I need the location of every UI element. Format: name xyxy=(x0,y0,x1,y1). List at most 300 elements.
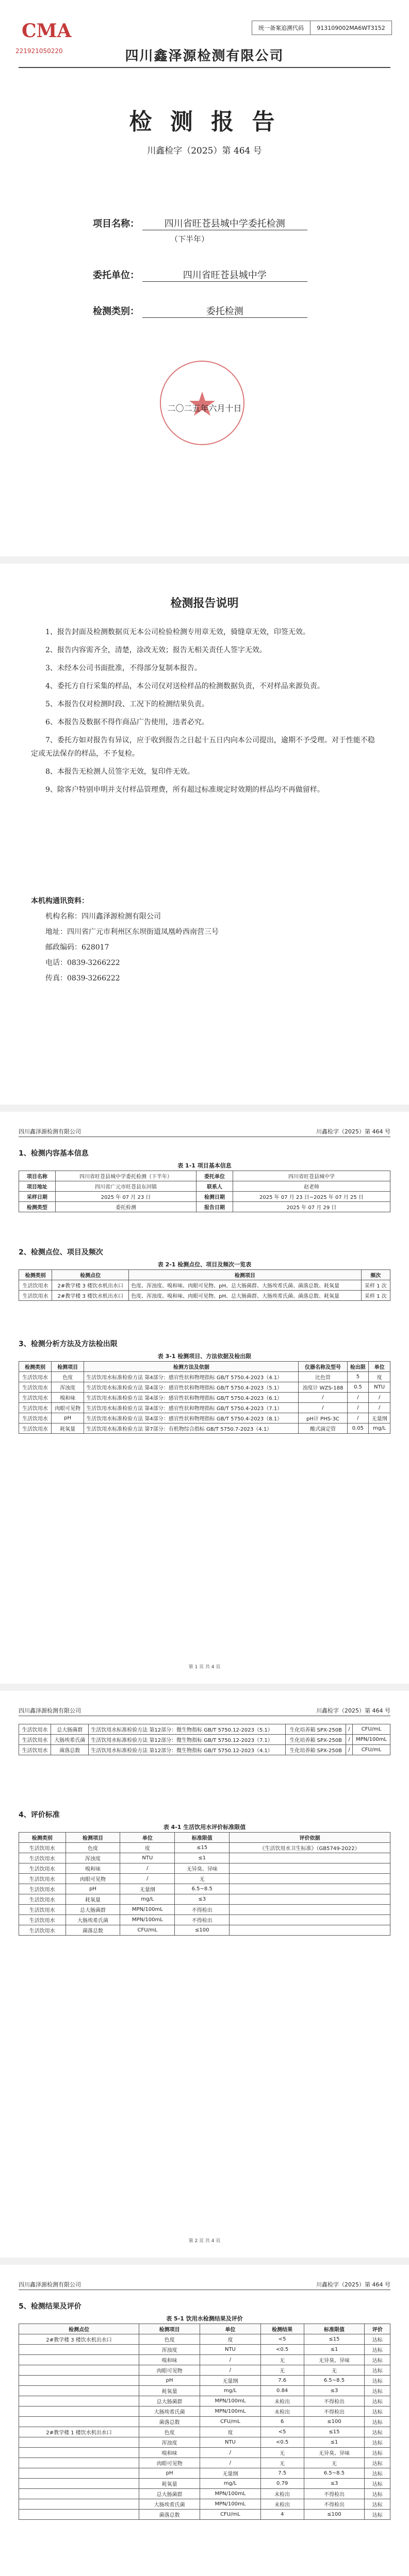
table-row xyxy=(19,1192,390,1202)
contact-value: 四川省广元市利州区东坝街道凤凰岭西南营三号 xyxy=(67,928,219,936)
table-cell: 度 xyxy=(200,2334,261,2345)
table-cell xyxy=(19,2489,139,2499)
table-header-cell: 单位 xyxy=(200,2324,261,2334)
table-cell: 达标 xyxy=(365,2468,390,2479)
table-cell: 生活饮用水 xyxy=(19,1843,66,1853)
table-row xyxy=(19,2437,390,2448)
table-cell: 浊度计 WZS-188 xyxy=(299,1382,347,1393)
table-cell: 生活饮用水标准检验方法 第12部分：微生物指标 GB/T 5750.12-2023（7.1） xyxy=(89,1735,286,1745)
table-cell: / xyxy=(346,1745,353,1755)
table-cell: 无异臭、异味 xyxy=(304,2355,365,2365)
table-cell: pH xyxy=(139,2376,200,2386)
page-footer: 第 2 页 共 4 页 xyxy=(188,2239,221,2244)
table-caption: 表 3-1 检测项目、方法依据及检出限 xyxy=(157,1353,252,1360)
table-cell: 无 xyxy=(304,2365,365,2376)
table-cell: 达标 xyxy=(365,2489,390,2499)
table-cell: 无量纲 xyxy=(200,2468,261,2479)
table-cell: 生活饮用水 xyxy=(19,1745,51,1755)
table-header-cell: 检测项目 xyxy=(129,1270,361,1280)
table-cell: 委托检测 xyxy=(55,1202,196,1212)
table-cell: 菌落总数 xyxy=(66,1925,120,1936)
table-cell: 生活饮用水 xyxy=(19,1291,52,1301)
table-cell: 《生活饮用水卫生标准》（GB5749-2022） xyxy=(230,1843,390,1853)
page-header-left: 四川鑫泽源检测有限公司 xyxy=(19,2281,81,2288)
notes-title: 检测报告说明 xyxy=(170,597,239,610)
table-cell xyxy=(19,2345,139,2355)
table-cell: 达标 xyxy=(365,2334,390,2345)
table-cell: 无 xyxy=(175,1874,230,1884)
table-cell: 不得检出 xyxy=(175,1915,230,1925)
table-cell: CFU/mL xyxy=(120,1925,175,1936)
table-cell: 未检出 xyxy=(260,2406,304,2417)
table-cell: 达标 xyxy=(365,2406,390,2417)
results-table xyxy=(19,2324,390,2520)
table-cell: / xyxy=(200,2458,261,2468)
table-cell: 色度 xyxy=(66,1843,120,1853)
table-cell: 四川省旺苍县城中学 xyxy=(233,1171,390,1181)
table-cell: 生活饮用水标准检验方法 第4部分：感官性状和物理指标 GB/T 5750.4-2023（8.1） xyxy=(84,1413,299,1423)
table-row xyxy=(19,2345,390,2355)
table-row xyxy=(19,1403,390,1413)
table-header-cell: 标准限值 xyxy=(304,2324,365,2334)
table-cell: 达标 xyxy=(365,2437,390,2448)
table-cell: 无异臭、异味 xyxy=(175,1863,230,1874)
table-row xyxy=(19,2468,390,2479)
table-cell: / xyxy=(200,2448,261,2458)
field-label: 委托单位： xyxy=(93,270,139,281)
table-cell: 生活饮用水 xyxy=(19,1423,52,1434)
table-cell: NTU xyxy=(200,2437,261,2448)
contact-row xyxy=(45,940,378,955)
table-cell xyxy=(230,1915,390,1925)
table-row xyxy=(19,1413,390,1423)
contact-row xyxy=(45,909,378,924)
report-number: 川鑫检字（2025）第 464 号 xyxy=(147,146,262,156)
table-row xyxy=(19,1372,390,1382)
table-cell: 未检出 xyxy=(260,2499,304,2510)
project-info-table xyxy=(19,1171,390,1212)
table-cell: 无 xyxy=(260,2458,304,2468)
table-row xyxy=(19,1291,390,1301)
field-label: 检测类别： xyxy=(93,306,139,317)
note-item: 3、未经本公司书面批准，不得部分复制本报告。 xyxy=(45,664,202,672)
table-cell: 2025 年 07 月 23 日~2025 年 07 月 25 日 xyxy=(233,1192,390,1202)
table-cell: 生活饮用水 xyxy=(19,1280,52,1291)
table-cell: 耗氧量 xyxy=(139,2479,200,2489)
page-header-left: 四川鑫泽源检测有限公司 xyxy=(19,1128,81,1135)
table-cell: 检测类型 xyxy=(19,1202,56,1212)
table-cell: ≤3 xyxy=(304,2386,365,2396)
table-cell: 色度、浑浊度、嗅和味、肉眼可见物、pH、总大肠菌群、大肠埃希氏菌、菌落总数、耗氧量 xyxy=(129,1280,361,1291)
table-cell: 肉眼可见物 xyxy=(66,1874,120,1884)
table-cell: 菌落总数 xyxy=(139,2417,200,2427)
table-cell: 生活饮用水标准检验方法 第12部分：微生物指标 GB/T 5750.12-2023（5.1） xyxy=(89,1724,286,1735)
table-cell xyxy=(19,2406,139,2417)
cover-page xyxy=(0,0,409,556)
table-cell: 检测日期 xyxy=(197,1192,233,1202)
table-header-cell: 检测项目 xyxy=(52,1362,84,1372)
table-cell: 无 xyxy=(260,2448,304,2458)
section-heading: 5、检测结果及评价 xyxy=(19,2302,81,2311)
page-gap xyxy=(0,1105,409,1112)
notes-list xyxy=(31,625,378,801)
note-item: 6、本报告及数据不得作商品广告使用，违者必究。 xyxy=(45,718,209,726)
standards-table xyxy=(19,1832,390,1936)
table-row xyxy=(19,2510,390,2520)
table-cell: 委托单位 xyxy=(197,1171,233,1181)
table-header-cell: 检测方法及依据 xyxy=(84,1362,299,1372)
table-cell: CFU/mL xyxy=(200,2510,261,2520)
table-cell: 色度 xyxy=(139,2334,200,2345)
table-cell xyxy=(19,2417,139,2427)
page-header-right: 川鑫检字（2025）第 464 号 xyxy=(316,2281,390,2288)
table-cell: 采样 1 次 xyxy=(361,1280,390,1291)
trace-code-value: 913109002MA6WT3152 xyxy=(317,24,385,31)
table-caption: 表 5-1 饮用水检测结果及评价 xyxy=(166,2315,243,2322)
table-caption: 表 2-1 检测点位、项目及频次一览表 xyxy=(157,1261,252,1268)
table-cell: 生活饮用水 xyxy=(19,1905,66,1915)
table-cell: 大肠埃希氏菌 xyxy=(51,1735,89,1745)
note-item: 4、委托方自行采集的样品，本公司仅对送检样品的检测数据负责，不对样品来源负责。 xyxy=(45,682,324,690)
issue-date: 二〇二五年六月十日 xyxy=(167,403,242,413)
table-row xyxy=(19,2427,390,2437)
contact-block xyxy=(31,893,378,986)
page-header-right: 川鑫检字（2025）第 464 号 xyxy=(316,1128,390,1135)
table-cell: 达标 xyxy=(365,2479,390,2489)
table-cell xyxy=(230,1874,390,1884)
table-row xyxy=(19,1171,390,1181)
table-cell: 6.5~8.5 xyxy=(304,2376,365,2386)
table-cell: 总大肠菌群 xyxy=(139,2396,200,2406)
table-cell: 达标 xyxy=(365,2448,390,2458)
table-cell: 度 xyxy=(369,1372,390,1382)
table-row xyxy=(19,2499,390,2510)
table-row xyxy=(19,2448,390,2458)
table-cell: 7.6 xyxy=(260,2376,304,2386)
table-cell: 不得检出 xyxy=(304,2396,365,2406)
table-row xyxy=(19,2355,390,2365)
table-cell: 四川省旺苍县城中学委托检测（下半年） xyxy=(55,1171,196,1181)
field-label: 项目名称： xyxy=(93,218,139,229)
table-cell: 生活饮用水标准检验方法 第4部分：感官性状和物理指标 GB/T 5750.4-2023（4.1） xyxy=(84,1372,299,1382)
table-row xyxy=(19,1915,390,1925)
table-cell: 生活饮用水 xyxy=(19,1884,66,1894)
table-cell: 未检出 xyxy=(260,2489,304,2499)
cover-field-client xyxy=(93,268,330,282)
table-cell: 生化培养箱 SPX-250B xyxy=(286,1745,346,1755)
table-row xyxy=(19,1202,390,1212)
contact-label: 电话： xyxy=(45,959,67,967)
section-heading: 2、检测点位、项目及频次 xyxy=(19,1248,103,1257)
table-cell: 无量纲 xyxy=(120,1884,175,1894)
table-row xyxy=(19,1894,390,1905)
cma-logo xyxy=(21,16,72,46)
table-cell: 联系人 xyxy=(197,1181,233,1192)
table-cell: 肉眼可见物 xyxy=(139,2365,200,2376)
table-header-cell: 检测类别 xyxy=(19,1833,66,1843)
table-cell: ≤100 xyxy=(304,2510,365,2520)
table-row xyxy=(19,1863,390,1874)
note-item: 9、除客户特别申明并支付样品管理费，所有超过标准规定时效期的样品均不再做留样。 xyxy=(45,786,324,794)
table-cell: ≤100 xyxy=(175,1925,230,1936)
table-cell: 生活饮用水 xyxy=(19,1724,51,1735)
contact-row xyxy=(45,971,378,986)
table-cell: 酸式滴定管 xyxy=(299,1423,347,1434)
table-cell: 总大肠菌群 xyxy=(139,2489,200,2499)
table-cell: 2#教学楼 3 楼饮水机出水口 xyxy=(52,1291,129,1301)
table-cell: 嗅和味 xyxy=(139,2448,200,2458)
table-cell xyxy=(230,1925,390,1936)
table-row xyxy=(19,1735,390,1745)
table-cell: / xyxy=(299,1403,347,1413)
table-cell: ≤1 xyxy=(304,2345,365,2355)
contact-label: 地址： xyxy=(45,928,67,936)
table-cell: <5 xyxy=(260,2334,304,2345)
table-cell: 项目地址 xyxy=(19,1181,56,1192)
table-cell: 生活饮用水 xyxy=(19,1372,52,1382)
table-cell: 达标 xyxy=(365,2458,390,2468)
contact-value: 0839-3266222 xyxy=(67,974,120,982)
contact-label: 机构名称： xyxy=(45,912,81,921)
table-cell: 达标 xyxy=(365,2365,390,2376)
cover-field-project xyxy=(93,216,330,244)
contact-value: 四川鑫泽源检测有限公司 xyxy=(81,912,161,921)
table-cell: NTU xyxy=(369,1382,390,1393)
table-cell: 达标 xyxy=(365,2427,390,2437)
table-cell: 大肠埃希氏菌 xyxy=(139,2499,200,2510)
table-header-cell: 检测类别 xyxy=(19,1362,52,1372)
table-cell: 7.5 xyxy=(260,2468,304,2479)
note-item: 1、报告封面及检测数据页无本公司检验检测专用章无效，骑缝章无效，印签无效。 xyxy=(45,628,310,636)
table-cell: 达标 xyxy=(365,2499,390,2510)
methods-table-continued xyxy=(19,1724,390,1755)
table-cell: mg/L xyxy=(369,1423,390,1434)
table-cell: MPN/100mL xyxy=(120,1905,175,1915)
table-cell xyxy=(19,2437,139,2448)
table-row xyxy=(19,2396,390,2406)
table-cell: 浑浊度 xyxy=(66,1853,120,1863)
table-cell: 嗅和味 xyxy=(66,1863,120,1874)
table-cell: 生活饮用水 xyxy=(19,1894,66,1905)
table-cell: 无 xyxy=(304,2458,365,2468)
table-row xyxy=(19,2479,390,2489)
table-cell: 色度、浑浊度、嗅和味、肉眼可见物、pH、总大肠菌群、大肠埃希氏菌、菌落总数、耗氧量 xyxy=(129,1291,361,1301)
table-row xyxy=(19,1724,390,1735)
table-cell: 0.5 xyxy=(347,1382,369,1393)
note-item: 8、本报告无检测人员签字无效，复印件无效。 xyxy=(45,768,194,776)
table-cell: pH xyxy=(52,1413,84,1423)
table-cell: ≤3 xyxy=(175,1894,230,1905)
table-row xyxy=(19,2365,390,2376)
table-cell xyxy=(19,2386,139,2396)
table-cell: 生活饮用水 xyxy=(19,1413,52,1423)
table-cell: 达标 xyxy=(365,2417,390,2427)
table-cell: / xyxy=(347,1393,369,1403)
page-gap xyxy=(0,2258,409,2265)
table-cell: 浑浊度 xyxy=(139,2437,200,2448)
table-cell: 6.5~8.5 xyxy=(304,2468,365,2479)
table-cell xyxy=(19,2468,139,2479)
table-cell: 不得检出 xyxy=(304,2499,365,2510)
table-cell: <5 xyxy=(260,2427,304,2437)
table-cell: pH计 PHS-3C xyxy=(299,1413,347,1423)
table-header-cell: 评价 xyxy=(365,2324,390,2334)
cma-number: 221921050220 xyxy=(15,47,63,55)
table-cell: NTU xyxy=(200,2345,261,2355)
table-cell: MPN/100mL xyxy=(200,2489,261,2499)
table-cell: ≤15 xyxy=(304,2334,365,2345)
note-item: 5、本报告仅对检测时段、工况下的检测结果负责。 xyxy=(45,700,209,708)
table-cell: 6 xyxy=(260,2417,304,2427)
table-cell: 生化培养箱 SPX-250B xyxy=(286,1724,346,1735)
table-cell: / xyxy=(120,1874,175,1884)
table-cell: 2025 年 07 月 23 日 xyxy=(55,1192,196,1202)
table-cell: 项目名称 xyxy=(19,1171,56,1181)
table-cell: 4 xyxy=(260,2510,304,2520)
table-cell: 达标 xyxy=(365,2345,390,2355)
page-gap xyxy=(0,1684,409,1691)
field-sub: （下半年） xyxy=(170,234,209,244)
table-cell: 比色管 xyxy=(299,1372,347,1382)
table-cell: 生活饮用水标准检验方法 第12部分：微生物指标 GB/T 5750.12-2023（4.1） xyxy=(89,1745,286,1755)
cma-logo-text: CMA xyxy=(22,20,72,42)
table-cell: CFU/mL xyxy=(200,2417,261,2427)
table-cell: 2#教学楼 3 楼饮水机出水口 xyxy=(52,1280,129,1291)
table-cell: 生活饮用水 xyxy=(19,1393,52,1403)
data-page-1 xyxy=(0,1112,409,1684)
note-item: 7、委托方如对报告有异议，应于收到报告之日起十五日内向本公司提出，逾期不予受理。对于性能不稳定或无法保存的样品，不予复检。 xyxy=(31,736,375,758)
table-cell: 生活饮用水 xyxy=(19,1403,52,1413)
table-cell: 浑浊度 xyxy=(52,1382,84,1393)
table-cell: ≤100 xyxy=(304,2417,365,2427)
table-cell: MPN/100mL xyxy=(200,2396,261,2406)
table-cell: ≤1 xyxy=(175,1853,230,1863)
table-cell: <0.5 xyxy=(260,2345,304,2355)
table-cell: 耗氧量 xyxy=(66,1894,120,1905)
contact-label: 传真： xyxy=(45,974,67,982)
table-cell: 采样 1 次 xyxy=(361,1291,390,1301)
table-row xyxy=(19,1925,390,1936)
table-cell: 达标 xyxy=(365,2355,390,2365)
page-footer: 第 1 页 共 4 页 xyxy=(188,1665,221,1670)
table-cell: pH xyxy=(66,1884,120,1894)
table-cell: 大肠埃希氏菌 xyxy=(139,2406,200,2417)
table-cell: / xyxy=(346,1735,353,1745)
table-cell: 2#教学楼 3 楼饮水机出水口 xyxy=(19,2334,139,2345)
table-cell: 2#教学楼 1 楼饮水机出水口 xyxy=(19,2427,139,2437)
section-heading: 4、评价标准 xyxy=(19,1811,60,1819)
table-header-cell: 标准限值 xyxy=(175,1833,230,1843)
table-cell: 肉眼可见物 xyxy=(52,1403,84,1413)
table-cell: 色度 xyxy=(52,1372,84,1382)
table-cell: CFU/mL xyxy=(353,1745,390,1755)
table-cell: 菌落总数 xyxy=(51,1745,89,1755)
table-row xyxy=(19,2376,390,2386)
table-cell: 无异臭、异味 xyxy=(304,2448,365,2458)
table-cell: / xyxy=(369,1393,390,1403)
table-cell: 度 xyxy=(200,2427,261,2437)
table-cell: 生活饮用水 xyxy=(19,1915,66,1925)
contact-row xyxy=(45,924,378,940)
contact-row xyxy=(45,955,378,971)
table-cell: ≤15 xyxy=(175,1843,230,1853)
page-gap xyxy=(0,556,409,564)
table-caption: 表 4-1 生活饮用水评价标准限值 xyxy=(163,1824,246,1831)
table-cell: 生活饮用水 xyxy=(19,1853,66,1863)
trace-code-label: 统一备案追溯代码 xyxy=(252,21,310,35)
table-cell: 生活饮用水 xyxy=(19,1863,66,1874)
table-cell xyxy=(230,1884,390,1894)
table-cell: 赵老师 xyxy=(233,1181,390,1192)
table-cell: 生活饮用水 xyxy=(19,1382,52,1393)
table-cell: 总大肠菌群 xyxy=(51,1724,89,1735)
table-header-cell: 检出限 xyxy=(347,1362,369,1372)
table-cell: CFU/mL xyxy=(353,1724,390,1735)
table-header-cell: 检测点位 xyxy=(52,1270,129,1280)
table-row xyxy=(19,2417,390,2427)
table-row xyxy=(19,1884,390,1894)
table-cell xyxy=(19,2396,139,2406)
contact-title: 本机构通讯资料： xyxy=(31,897,89,905)
table-cell: / xyxy=(200,2365,261,2376)
table-cell: 无 xyxy=(260,2355,304,2365)
table-row xyxy=(19,2458,390,2468)
table-cell: 不得检出 xyxy=(304,2406,365,2417)
table-cell: NTU xyxy=(120,1853,175,1863)
table-cell: 嗅和味 xyxy=(52,1393,84,1403)
page-header-right: 川鑫检字（2025）第 464 号 xyxy=(316,1707,390,1714)
table-row xyxy=(19,1853,390,1863)
table-cell: / xyxy=(120,1863,175,1874)
table-cell: 生活饮用水 xyxy=(19,1735,51,1745)
table-cell: 0.79 xyxy=(260,2479,304,2489)
table-cell: 0.05 xyxy=(347,1423,369,1434)
table-cell: / xyxy=(347,1413,369,1423)
table-cell: 达标 xyxy=(365,2396,390,2406)
table-cell: MPN/100mL xyxy=(353,1735,390,1745)
table-cell: 2025 年 07 月 29 日 xyxy=(233,1202,390,1212)
table-row xyxy=(19,2406,390,2417)
table-header-cell: 单位 xyxy=(369,1362,390,1372)
table-cell: 浑浊度 xyxy=(139,2345,200,2355)
table-cell: ≤3 xyxy=(304,2479,365,2489)
trace-code-box xyxy=(252,21,392,35)
table-cell xyxy=(19,2376,139,2386)
table-cell: mg/L xyxy=(120,1894,175,1905)
table-row xyxy=(19,1393,390,1403)
table-cell xyxy=(230,1863,390,1874)
table-cell: 生活饮用水标准检验方法 第4部分：感官性状和物理指标 GB/T 5750.4-2023（5.1） xyxy=(84,1382,299,1393)
table-cell: 大肠埃希氏菌 xyxy=(66,1915,120,1925)
table-row xyxy=(19,1745,390,1755)
data-page-2 xyxy=(0,1691,409,2258)
table-cell: 色度 xyxy=(139,2427,200,2437)
table-cell: / xyxy=(347,1403,369,1413)
contact-label: 邮政编码： xyxy=(45,943,81,952)
data-page-3 xyxy=(0,2265,409,2576)
table-cell: 达标 xyxy=(365,2376,390,2386)
table-cell: 不得检出 xyxy=(304,2489,365,2499)
table-cell: 不得检出 xyxy=(175,1905,230,1915)
table-row xyxy=(19,1905,390,1915)
table-cell: <0.5 xyxy=(260,2437,304,2448)
table-cell: 无量纲 xyxy=(369,1413,390,1423)
company-name: 四川鑫泽源检测有限公司 xyxy=(125,48,284,64)
table-cell: 达标 xyxy=(365,2510,390,2520)
table-cell: 度 xyxy=(120,1843,175,1853)
cover-field-category xyxy=(93,304,330,318)
table-cell: 生活饮用水 xyxy=(19,1874,66,1884)
